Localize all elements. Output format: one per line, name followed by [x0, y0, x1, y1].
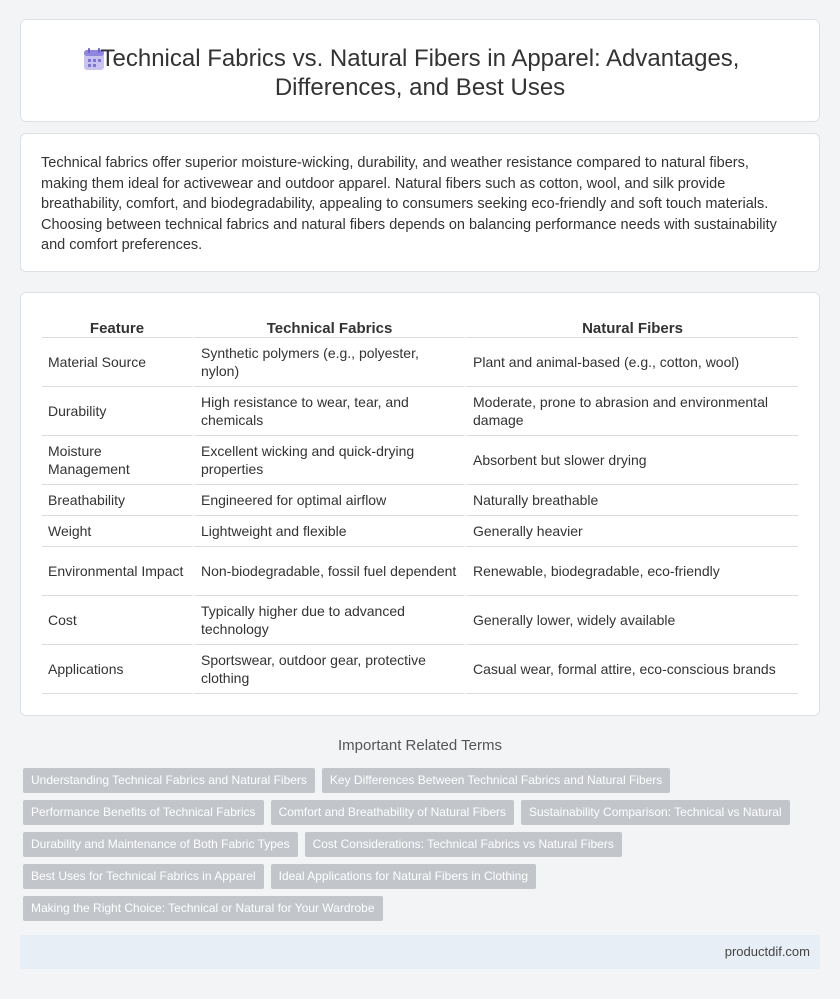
site-name[interactable]: productdif.com: [724, 944, 810, 959]
technical-cell: Lightweight and flexible: [192, 516, 464, 547]
technical-cell: High resistance to wear, tear, and chemicals: [192, 387, 464, 436]
feature-cell: Durability: [42, 387, 192, 436]
natural-cell: Plant and animal-based (e.g., cotton, wool): [464, 338, 798, 387]
technical-cell: Sportswear, outdoor gear, protective clothing: [192, 645, 464, 694]
table-row: [42, 516, 798, 547]
related-term-link[interactable]: Understanding Technical Fabrics and Natural Fibers: [23, 768, 315, 793]
comparison-table: [42, 315, 798, 694]
table-row: [42, 338, 798, 387]
header-card: [20, 19, 820, 122]
tag-row: [23, 832, 803, 857]
related-term-link[interactable]: Performance Benefits of Technical Fabrics: [23, 800, 264, 825]
related-term-link[interactable]: Sustainability Comparison: Technical vs Natural: [521, 800, 790, 825]
technical-cell: Typically higher due to advanced technology: [192, 596, 464, 645]
feature-cell: Material Source: [42, 338, 192, 387]
feature-cell: Weight: [42, 516, 192, 547]
related-term-link[interactable]: Durability and Maintenance of Both Fabric Types: [23, 832, 298, 857]
natural-cell: Absorbent but slower drying: [464, 436, 798, 485]
table-row: [42, 436, 798, 485]
natural-cell: Generally heavier: [464, 516, 798, 547]
natural-cell: Naturally breathable: [464, 485, 798, 516]
feature-cell: Breathability: [42, 485, 192, 516]
related-term-link[interactable]: Key Differences Between Technical Fabrics and Natural Fibers: [322, 768, 670, 793]
related-term-link[interactable]: Ideal Applications for Natural Fibers in Clothing: [271, 864, 536, 889]
natural-cell: Renewable, biodegradable, eco-friendly: [464, 547, 798, 596]
page-title: Technical Fabrics vs. Natural Fibers in Apparel: Advantages, Differences, and Best Uses: [100, 45, 740, 101]
table-row: [42, 645, 798, 694]
technical-cell: Excellent wicking and quick-drying properties: [192, 436, 464, 485]
tag-row: [23, 800, 803, 825]
tag-row: [23, 864, 803, 889]
intro-card: [20, 133, 820, 272]
table-row: [42, 547, 798, 596]
related-terms-heading: Important Related Terms: [338, 737, 502, 754]
related-terms-list: [23, 768, 803, 928]
related-term-link[interactable]: Making the Right Choice: Technical or Natural for Your Wardrobe: [23, 896, 383, 921]
related-term-link[interactable]: Comfort and Breathability of Natural Fibers: [271, 800, 514, 825]
comparison-card: [20, 292, 820, 716]
table-header-row: [42, 315, 798, 338]
tag-row: [23, 896, 803, 921]
table-row: [42, 387, 798, 436]
technical-cell: Synthetic polymers (e.g., polyester, nylon): [192, 338, 464, 387]
related-term-link[interactable]: Cost Considerations: Technical Fabrics vs Natural Fibers: [305, 832, 622, 857]
feature-cell: Applications: [42, 645, 192, 694]
related-term-link[interactable]: Best Uses for Technical Fabrics in Apparel: [23, 864, 264, 889]
header-feature: Feature: [42, 315, 192, 338]
feature-cell: Cost: [42, 596, 192, 645]
technical-cell: Non-biodegradable, fossil fuel dependent: [192, 547, 464, 596]
intro-text: Technical fabrics offer superior moisture-wicking, durability, and weather resistance compared to natural fibers, making them ideal for activewear and outdoor apparel. Natural fibers such as cotton, wool, and silk provide breathability, comfort, and biodegradability, appealing to consumers seeking eco-friendly and soft touch materials. Choosing between technical fabrics and natural fibers depends on balancing performance needs with sustainability and comfort preferences.: [41, 155, 777, 253]
tag-row: [23, 768, 803, 793]
technical-cell: Engineered for optimal airflow: [192, 485, 464, 516]
header-natural: Natural Fibers: [464, 315, 798, 338]
table-row: [42, 596, 798, 645]
natural-cell: Moderate, prone to abrasion and environmental damage: [464, 387, 798, 436]
natural-cell: Generally lower, widely available: [464, 596, 798, 645]
table-row: [42, 485, 798, 516]
footer: [20, 935, 820, 969]
feature-cell: Moisture Management: [42, 436, 192, 485]
natural-cell: Casual wear, formal attire, eco-conscious brands: [464, 645, 798, 694]
feature-cell: Environmental Impact: [42, 547, 192, 596]
header-technical: Technical Fabrics: [192, 315, 464, 338]
